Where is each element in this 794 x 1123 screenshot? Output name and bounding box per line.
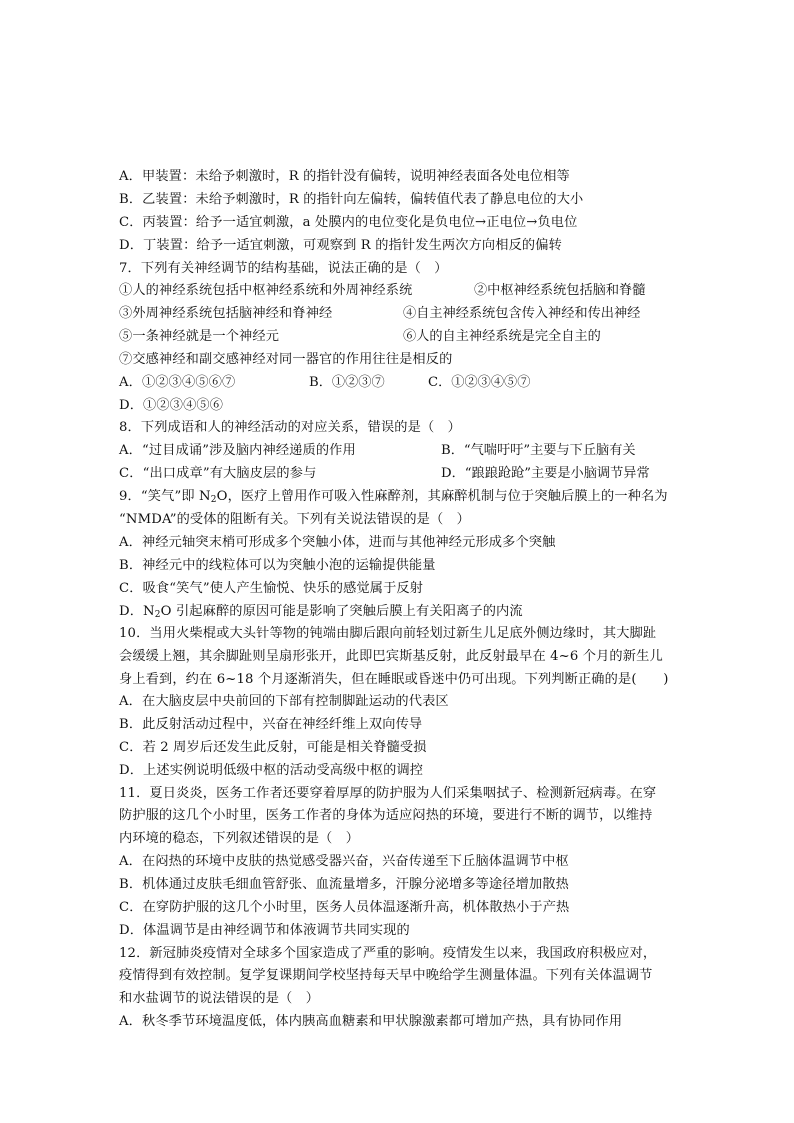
q9-option-a: A．神经元轴突末梢可形成多个突触小体，进而与其他神经元形成多个突触	[119, 535, 556, 550]
q10-stem-line-3: 身上看到，约在 6~18 个月逐渐消失，但在睡眠或昏迷中仍可出现。下列判断正确的是( )	[119, 672, 669, 687]
q9-option-d-text-a: D．N	[119, 604, 155, 619]
q9-stem-text-a: 9．“笑气”即 N	[119, 489, 211, 504]
q7-statement-5: ⑤一条神经就是一个神经元	[119, 329, 280, 344]
q11-option-c: C．在穿防护服的这几个小时里，医务人员体温逐渐升高，机体散热小于产热	[119, 900, 570, 915]
q12-stem-line-1: 12．新冠肺炎疫情对全球多个国家造成了严重的影响。疫情发生以来，我国政府积极应对，	[119, 946, 657, 961]
q12-option-a: A．秋冬季节环境温度低，体内胰高血糖素和甲状腺激素都可增加产热，具有协同作用	[119, 1014, 623, 1029]
q11-stem-line-1: 11．夏日炎炎，医务工作者还要穿着厚厚的防护服为人们采集咽拭子、检测新冠病毒。在穿	[119, 786, 657, 801]
q8-option-c: C．“出口成章”有大脑皮层的参与	[119, 466, 317, 481]
q10-option-a: A．在大脑皮层中央前回的下部有控制脚趾运动的代表区	[119, 694, 449, 709]
q10-option-d: D．上述实例说明低级中枢的活动受高级中枢的调控	[119, 763, 424, 778]
q8-stem: 8．下列成语和人的神经活动的对应关系，错误的是（ ）	[119, 420, 461, 435]
q6-option-c: C．丙装置：给予一适宜刺激，a 处膜内的电位变化是负电位→正电位→负电位	[119, 215, 578, 230]
q9-option-d-text-b: O 引起麻醉的原因可能是影响了突触后膜上有关阳离子的内流	[160, 604, 523, 619]
q9-stem-line-1	[119, 487, 668, 510]
q8-option-a: A．“过目成诵”涉及脑内神经递质的作用	[119, 443, 356, 458]
q7-option-b: B．①②③⑦	[309, 375, 385, 390]
q7-statement-4: ④自主神经系统包含传入神经和传出神经	[403, 306, 641, 321]
q7-option-d: D．①②③④⑤⑥	[119, 398, 224, 413]
q10-stem-line-2: 会缓缓上翘，其余脚趾则呈扇形张开，此即巴宾斯基反射，此反射最早在 4~6 个月的新生儿	[119, 649, 663, 664]
q11-stem-line-2: 防护服的这几个小时里，医务工作者的身体为适应闷热的环境，要进行不断的调节，以维持	[119, 808, 653, 823]
q9-option-d	[119, 602, 523, 625]
q9-subscript: 2	[210, 495, 217, 505]
q11-option-b: B．机体通过皮肤毛细血管舒张、血流量增多，汗腺分泌增多等途径增加散热	[119, 877, 569, 892]
q12-stem-line-2: 疫情得到有效控制。复学复课期间学校坚持每天早中晚给学生测量体温。下列有关体温调节	[119, 968, 653, 983]
q9-option-b: B．神经元中的线粒体可以为突触小泡的运输提供能量	[119, 558, 436, 573]
q7-statement-7: ⑦交感神经和副交感神经对同一器官的作用往往是相反的	[119, 352, 453, 367]
q7-option-c: C．①②③④⑤⑦	[428, 375, 531, 390]
q8-option-b: B．“气喘吁吁”主要与下丘脑有关	[441, 443, 636, 458]
q12-stem-line-3: 和水盐调节的说法错误的是（ ）	[119, 991, 320, 1006]
q7-stem: 7．下列有关神经调节的结构基础，说法正确的是（ ）	[119, 261, 448, 276]
q9-stem-line-2: “NMDA”的受体的阻断有关。下列有关说法错误的是（ ）	[119, 512, 471, 527]
q6-option-d: D．丁装置：给予一适宜刺激，可观察到 R 的指针发生两次方向相反的偏转	[119, 238, 562, 253]
q10-stem-line-1: 10．当用火柴棍或大头针等物的钝端由脚后跟向前轻划过新生儿足底外侧边缘时，其大脚趾	[119, 626, 657, 641]
q10-option-b: B．此反射活动过程中，兴奋在神经纤维上双向传导	[119, 717, 423, 732]
q11-option-a: A．在闷热的环境中皮肤的热觉感受器兴奋，兴奋传递至下丘脑体温调节中枢	[119, 854, 569, 869]
q9-stem-text-b: O，医疗上曾用作可吸入性麻醉剂，其麻醉机制与位于突触后膜上的一种名为	[216, 489, 668, 504]
q7-statement-3: ③外周神经系统包括脑神经和脊神经	[119, 306, 333, 321]
q7-statement-1: ①人的神经系统包括中枢神经系统和外周神经系统	[119, 283, 413, 298]
q11-stem-line-3: 内环境的稳态，下列叙述错误的是（ ）	[119, 831, 360, 846]
q7-statement-2: ②中枢神经系统包括脑和脊髓	[474, 283, 646, 298]
q9-option-c: C．吸食“笑气”使人产生愉悦、快乐的感觉属于反射	[119, 581, 424, 596]
q9-option-d-subscript: 2	[154, 610, 161, 620]
q8-option-d: D．“踉踉跄跄”主要是小脑调节异常	[441, 466, 650, 481]
q7-option-a: A．①②③④⑤⑥⑦	[119, 375, 236, 390]
q6-option-a: A．甲装置：未给予刺激时，R 的指针没有偏转，说明神经表面各处电位相等	[119, 169, 570, 184]
q6-option-b: B．乙装置：未给予刺激时，R 的指针向左偏转，偏转值代表了静息电位的大小	[119, 192, 584, 207]
q7-statement-6: ⑥人的自主神经系统是完全自主的	[403, 329, 601, 344]
q11-option-d: D．体温调节是由神经调节和体液调节共同实现的	[119, 923, 410, 938]
q10-option-c: C．若 2 周岁后还发生此反射，可能是相关脊髓受损	[119, 740, 427, 755]
